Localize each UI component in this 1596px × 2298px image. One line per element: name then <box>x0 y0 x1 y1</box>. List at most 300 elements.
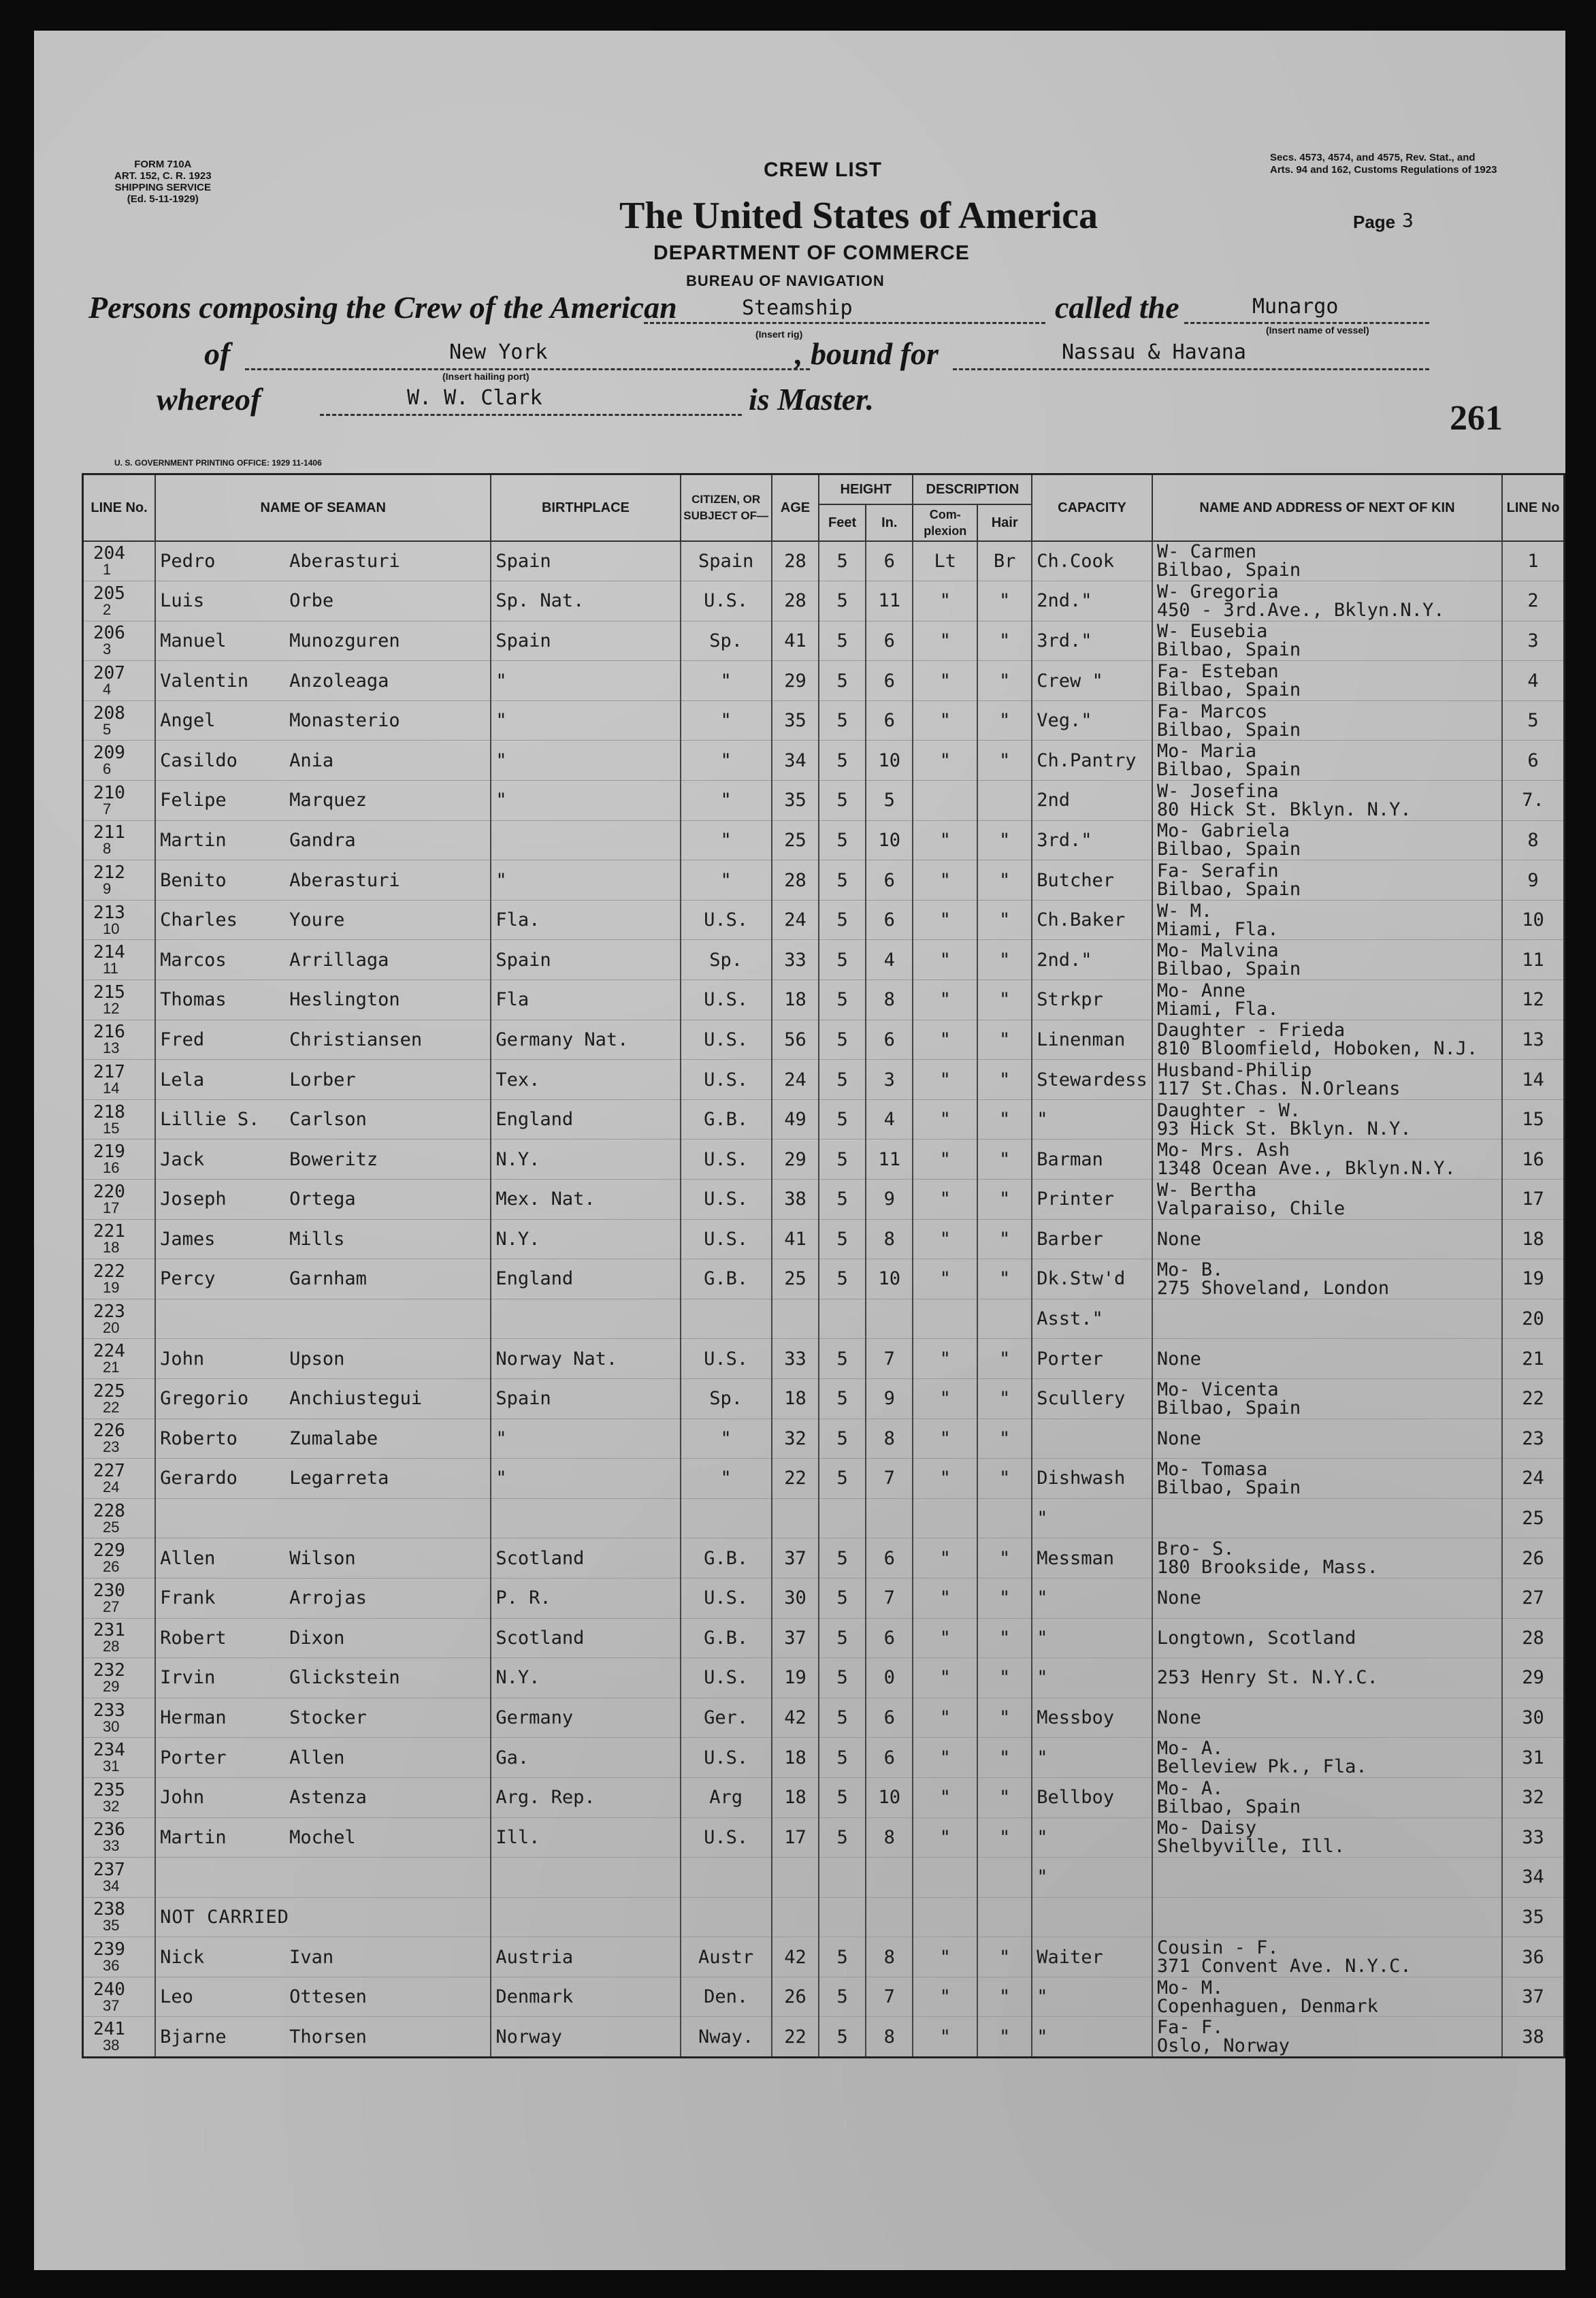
line-number-cell <box>83 741 156 781</box>
feet-cell <box>819 1698 866 1738</box>
kin-name: W- Josefina <box>1156 780 1279 802</box>
age-cell <box>772 1618 819 1658</box>
seaman-last-name: Munozguren <box>289 630 400 651</box>
printed-line-number: 9 <box>103 880 112 898</box>
hair-cell <box>977 1419 1032 1459</box>
hair: " <box>999 1268 1011 1290</box>
age-cell <box>772 1299 819 1339</box>
kin-address: 80 Hick St. Bklyn. N.Y. <box>1156 798 1412 820</box>
hair-cell <box>977 741 1032 781</box>
feet-cell <box>819 781 866 821</box>
complexion: " <box>939 1986 951 2008</box>
inches-cell <box>866 1099 913 1139</box>
birthplace: Sp. Nat. <box>495 590 585 612</box>
citizen-cell <box>681 1937 772 1977</box>
seaman-name-cell <box>155 1937 491 1977</box>
age-cell <box>772 1459 819 1499</box>
birthplace-cell <box>491 1139 680 1180</box>
line-number-right: 28 <box>1522 1627 1544 1649</box>
complexion: " <box>939 749 951 771</box>
birthplace: Spain <box>495 949 551 971</box>
birthplace: Fla <box>495 989 530 1011</box>
citizen-cell <box>681 1977 772 2017</box>
inches-cell <box>866 1897 913 1937</box>
height-inches: 9 <box>883 1388 895 1410</box>
inches-cell <box>866 1578 913 1618</box>
feet-cell <box>819 1498 866 1538</box>
hair: " <box>999 630 1011 651</box>
line-number-right-cell <box>1502 781 1564 821</box>
crew-row <box>83 1817 1565 1858</box>
complexion: " <box>939 1707 951 1729</box>
complexion-cell <box>913 1219 977 1259</box>
line-number-cell <box>83 820 156 860</box>
seaman-name-cell <box>155 1339 491 1379</box>
master-name: W. W. Clark <box>407 386 542 410</box>
seaman-last-name: Zumalabe <box>289 1427 378 1449</box>
next-of-kin-cell <box>1152 1738 1502 1778</box>
complexion: " <box>939 1228 951 1250</box>
capacity-cell <box>1032 1378 1152 1419</box>
line-number-cell <box>83 980 156 1020</box>
citizenship: " <box>720 829 732 851</box>
printed-line-number: 5 <box>103 720 112 738</box>
capacity-cell <box>1032 1060 1152 1100</box>
citizen-cell <box>681 820 772 860</box>
capacity-cell <box>1032 1858 1152 1898</box>
line-number-right-cell <box>1502 621 1564 661</box>
printed-line-number: 35 <box>103 1917 120 1935</box>
line-number-cell <box>83 1419 156 1459</box>
birthplace: England <box>495 1109 574 1131</box>
next-of-kin-cell <box>1152 1658 1502 1698</box>
citizenship: G.B. <box>704 1627 749 1649</box>
age: 24 <box>784 909 807 931</box>
line-number-cell <box>83 1498 156 1538</box>
height-feet: 5 <box>836 1427 848 1449</box>
feet-cell <box>819 1777 866 1817</box>
hair: " <box>999 1348 1011 1370</box>
height-inches: 6 <box>883 1707 895 1729</box>
header-capacity: CAPACITY <box>1032 474 1152 541</box>
header-hair: Hair <box>977 504 1032 541</box>
feet-cell <box>819 1538 866 1579</box>
printed-line-number: 33 <box>103 1837 120 1855</box>
citizenship: " <box>720 749 732 771</box>
age: 28 <box>784 590 807 612</box>
capacity: Dishwash <box>1037 1468 1126 1489</box>
hair: " <box>999 1946 1011 1968</box>
feet-cell <box>819 1738 866 1778</box>
height-feet: 5 <box>836 1707 848 1729</box>
kin-address: Bilbao, Spain <box>1156 719 1301 741</box>
hailing-port: New York <box>449 340 548 364</box>
line-number-cell <box>83 1738 156 1778</box>
next-of-kin-cell <box>1152 1219 1502 1259</box>
seaman-first-name: Robert <box>160 1627 227 1649</box>
citizen-cell <box>681 1259 772 1299</box>
age-cell <box>772 1180 819 1220</box>
height-feet: 5 <box>836 1986 848 2008</box>
line-number-right-cell <box>1502 1897 1564 1937</box>
height-inches: 6 <box>883 670 895 692</box>
next-of-kin-cell <box>1152 1139 1502 1180</box>
age-cell <box>772 581 819 621</box>
birthplace-cell <box>491 1817 680 1858</box>
complexion: " <box>939 710 951 732</box>
age-cell <box>772 1020 819 1060</box>
height-feet: 5 <box>836 1348 848 1370</box>
citizen-cell <box>681 1698 772 1738</box>
hair: " <box>999 1109 1011 1131</box>
kin-name: Daughter - W. <box>1156 1099 1301 1121</box>
inches-cell <box>866 700 913 741</box>
destination: Nassau & Havana <box>1062 340 1246 364</box>
capacity: Bellboy <box>1037 1787 1115 1809</box>
hair: " <box>999 1627 1011 1649</box>
hair-cell <box>977 1459 1032 1499</box>
complexion: " <box>939 1468 951 1489</box>
height-inches: 7 <box>883 1986 895 2008</box>
line-number-right: 21 <box>1522 1348 1544 1370</box>
hair: " <box>999 1826 1011 1848</box>
kin-name: Mo- Daisy <box>1156 1817 1257 1839</box>
inches-cell <box>866 661 913 701</box>
kin-name: None <box>1156 1348 1201 1370</box>
citizenship: Sp. <box>709 630 743 651</box>
birthplace-cell <box>491 700 680 741</box>
capacity-cell <box>1032 1738 1152 1778</box>
crew-row <box>83 1897 1565 1937</box>
line-number-right-cell <box>1502 1020 1564 1060</box>
citizenship: " <box>720 1427 732 1449</box>
seaman-first-name: Martin <box>160 829 227 851</box>
hair-cell <box>977 1618 1032 1658</box>
birthplace-cell <box>491 1339 680 1379</box>
hair: " <box>999 829 1011 851</box>
crew-row <box>83 2017 1565 2058</box>
seaman-name-cell <box>155 940 491 980</box>
height-feet: 5 <box>836 2026 848 2048</box>
birthplace-cell <box>491 1020 680 1060</box>
hair-cell <box>977 1259 1032 1299</box>
seaman-first-name: Felipe <box>160 790 227 811</box>
seaman-first-name: Thomas <box>160 989 227 1011</box>
manual-line-number: 217 <box>93 1062 125 1083</box>
age: 18 <box>784 1747 807 1768</box>
seaman-name-cell <box>155 741 491 781</box>
birthplace-cell <box>491 1858 680 1898</box>
capacity: Messman <box>1037 1547 1115 1569</box>
line-number-cell <box>83 1339 156 1379</box>
rig-caption: (Insert rig) <box>755 329 803 340</box>
height-inches: 0 <box>883 1667 895 1689</box>
capacity-cell <box>1032 661 1152 701</box>
age: 26 <box>784 1986 807 2008</box>
hair: " <box>999 670 1011 692</box>
capacity: Ch.Pantry <box>1037 749 1137 771</box>
seaman-last-name: Glickstein <box>289 1667 400 1689</box>
height-feet: 5 <box>836 710 848 732</box>
kin-address: Bilbao, Spain <box>1156 1796 1301 1817</box>
seaman-last-name: Wilson <box>289 1547 356 1569</box>
inches-cell <box>866 1219 913 1259</box>
birthplace-cell <box>491 1578 680 1618</box>
printed-line-number: 37 <box>103 1996 120 2014</box>
age-cell <box>772 781 819 821</box>
manual-line-number: 231 <box>93 1620 125 1641</box>
capacity-cell <box>1032 1538 1152 1579</box>
kin-name: 253 Henry St. N.Y.C. <box>1156 1667 1378 1689</box>
hair: " <box>999 1986 1011 2008</box>
hair: " <box>999 989 1011 1011</box>
age: 24 <box>784 1069 807 1090</box>
citizenship: U.S. <box>704 1148 749 1170</box>
inches-cell <box>866 1817 913 1858</box>
crew-row <box>83 1219 1565 1259</box>
printed-line-number: 38 <box>103 2037 120 2054</box>
citizen-cell <box>681 661 772 701</box>
seaman-first-name: Joseph <box>160 1188 227 1210</box>
citizen-cell <box>681 940 772 980</box>
printed-line-number: 26 <box>103 1558 120 1576</box>
birthplace: N.Y. <box>495 1228 540 1250</box>
line-number-cell <box>83 1777 156 1817</box>
called-the-label: called the <box>1055 290 1179 325</box>
inches-cell <box>866 741 913 781</box>
next-of-kin-cell <box>1152 781 1502 821</box>
age-cell <box>772 1219 819 1259</box>
age-cell <box>772 1378 819 1419</box>
capacity: Stewardess <box>1037 1069 1147 1090</box>
capacity-cell <box>1032 1099 1152 1139</box>
statute-line: Arts. 94 and 162, Customs Regulations of 1923 <box>1270 164 1497 176</box>
seaman-first-name: Porter <box>160 1747 227 1768</box>
line-number-right: 25 <box>1522 1508 1544 1530</box>
hair-cell <box>977 900 1032 940</box>
citizen-cell <box>681 1858 772 1898</box>
seaman-first-name: Irvin <box>160 1667 216 1689</box>
age-cell <box>772 1777 819 1817</box>
stamped-number: 261 <box>1450 399 1503 438</box>
hair-cell <box>977 1299 1032 1339</box>
feet-cell <box>819 1937 866 1977</box>
complexion: " <box>939 869 951 891</box>
kin-name: Mo- Anne <box>1156 980 1245 1001</box>
manual-line-number: 213 <box>93 902 125 923</box>
feet-cell <box>819 1817 866 1858</box>
capacity: " <box>1037 1986 1048 2008</box>
seaman-name-cell <box>155 1977 491 2017</box>
birthplace: Austria <box>495 1946 574 1968</box>
inches-cell <box>866 1020 913 1060</box>
height-feet: 5 <box>836 1826 848 1848</box>
complexion-cell <box>913 1538 977 1579</box>
seaman-first-name: Nick <box>160 1946 205 1968</box>
birthplace: Arg. Rep. <box>495 1787 596 1809</box>
age: 33 <box>784 1348 807 1370</box>
seaman-first-name: Valentin <box>160 670 249 692</box>
next-of-kin-cell <box>1152 1578 1502 1618</box>
complexion-cell <box>913 741 977 781</box>
birthplace: Mex. Nat. <box>495 1188 596 1210</box>
manual-line-number: 229 <box>93 1540 125 1561</box>
seaman-first-name: Luis <box>160 590 205 612</box>
seaman-last-name: Lorber <box>289 1069 356 1090</box>
printed-line-number: 2 <box>103 600 112 618</box>
hair-cell <box>977 1498 1032 1538</box>
inches-cell <box>866 940 913 980</box>
age-cell <box>772 1419 819 1459</box>
printed-line-number: 32 <box>103 1797 120 1815</box>
kin-name: Mo- Malvina <box>1156 940 1279 962</box>
crew-row <box>83 1139 1565 1180</box>
inches-cell <box>866 980 913 1020</box>
manual-line-number: 210 <box>93 782 125 803</box>
seaman-name-cell <box>155 1538 491 1579</box>
manual-line-number: 241 <box>93 2019 125 2040</box>
seaman-name-cell <box>155 1378 491 1419</box>
seaman-first-name: Martin <box>160 1826 227 1848</box>
kin-address: Miami, Fla. <box>1156 998 1279 1020</box>
birthplace-cell <box>491 1419 680 1459</box>
page-number: 3 <box>1402 209 1414 231</box>
inches-cell <box>866 900 913 940</box>
printed-line-number: 8 <box>103 840 112 858</box>
citizen-cell <box>681 860 772 901</box>
capacity-cell <box>1032 781 1152 821</box>
age-cell <box>772 1139 819 1180</box>
inches-cell <box>866 1060 913 1100</box>
seaman-first-name: Angel <box>160 710 216 732</box>
feet-cell <box>819 1858 866 1898</box>
printed-line-number: 21 <box>103 1359 120 1376</box>
kin-address: Shelbyville, Ill. <box>1156 1836 1346 1858</box>
age-cell <box>772 1060 819 1100</box>
kin-name: Mo- A. <box>1156 1738 1224 1760</box>
capacity: Scullery <box>1037 1388 1126 1410</box>
next-of-kin-cell <box>1152 1498 1502 1538</box>
header-description: DESCRIPTION <box>913 474 1032 504</box>
line-number-right-cell <box>1502 1777 1564 1817</box>
header-birthplace: BIRTHPLACE <box>491 474 680 541</box>
bureau-title: BUREAU OF NAVIGATION <box>686 272 885 289</box>
seaman-name-cell <box>155 661 491 701</box>
manual-line-number: 208 <box>93 702 125 724</box>
birthplace-cell <box>491 1618 680 1658</box>
crew-row <box>83 1738 1565 1778</box>
height-inches: 8 <box>883 1826 895 1848</box>
line-number-right: 27 <box>1522 1587 1544 1609</box>
seaman-last-name: Christiansen <box>289 1029 423 1050</box>
citizenship: U.S. <box>704 1747 749 1768</box>
statute-note <box>1270 152 1497 176</box>
feet-cell <box>819 2017 866 2058</box>
complexion: " <box>939 1148 951 1170</box>
height-inches: 6 <box>883 1627 895 1649</box>
crew-row <box>83 860 1565 901</box>
complexion: Lt <box>934 550 957 572</box>
feet-cell <box>819 1419 866 1459</box>
height-inches: 10 <box>878 1787 900 1809</box>
line-number-right: 34 <box>1522 1866 1544 1888</box>
line-number-right-cell <box>1502 1419 1564 1459</box>
is-master-label: is Master. <box>749 382 875 417</box>
inches-cell <box>866 2017 913 2058</box>
height-feet: 5 <box>836 1109 848 1131</box>
kin-address: Bilbao, Spain <box>1156 560 1301 581</box>
seaman-name-cell <box>155 1777 491 1817</box>
age-cell <box>772 1858 819 1898</box>
line-number-right-cell <box>1502 1060 1564 1100</box>
printed-line-number: 22 <box>103 1398 120 1416</box>
kin-address: 275 Shoveland, London <box>1156 1277 1390 1299</box>
hair: " <box>999 710 1011 732</box>
header-age: AGE <box>772 474 819 541</box>
line-number-cell <box>83 1299 156 1339</box>
line-number-right: 2 <box>1527 590 1539 612</box>
citizen-cell <box>681 1020 772 1060</box>
line-number-right-cell <box>1502 541 1564 581</box>
vessel-name: Munargo <box>1252 295 1339 319</box>
next-of-kin-cell <box>1152 661 1502 701</box>
citizen-cell <box>681 1419 772 1459</box>
kin-address: Oslo, Norway <box>1156 2035 1290 2057</box>
form-id-line: FORM 710A <box>134 159 192 170</box>
age: 29 <box>784 670 807 692</box>
complexion-cell <box>913 1777 977 1817</box>
kin-address: Valparaiso, Chile <box>1156 1197 1346 1219</box>
line-number-right: 23 <box>1522 1427 1544 1449</box>
citizenship: U.S. <box>704 590 749 612</box>
capacity-cell <box>1032 1777 1152 1817</box>
manual-line-number: 224 <box>93 1341 125 1362</box>
capacity: " <box>1037 1747 1048 1768</box>
next-of-kin-cell <box>1152 2017 1502 2058</box>
kin-name: None <box>1156 1228 1201 1250</box>
birthplace-cell <box>491 1180 680 1220</box>
line-number-right: 29 <box>1522 1667 1544 1689</box>
age: 18 <box>784 989 807 1011</box>
manual-line-number: 204 <box>93 543 125 564</box>
printed-line-number: 23 <box>103 1438 120 1456</box>
seaman-name-cell <box>155 1897 491 1937</box>
seaman-last-name: Aberasturi <box>289 550 400 572</box>
birthplace: Spain <box>495 1388 551 1410</box>
line-number-cell <box>83 1538 156 1579</box>
complexion: " <box>939 1427 951 1449</box>
line-number-right: 17 <box>1522 1188 1544 1210</box>
capacity: 3rd." <box>1037 829 1092 851</box>
complexion: " <box>939 1348 951 1370</box>
feet-cell <box>819 1897 866 1937</box>
citizenship: " <box>720 710 732 732</box>
line-number-cell <box>83 1060 156 1100</box>
line-number-right-cell <box>1502 1259 1564 1299</box>
feet-cell <box>819 1459 866 1499</box>
seaman-last-name: Stocker <box>289 1707 367 1729</box>
kin-name: W- M. <box>1156 900 1213 922</box>
complexion: " <box>939 829 951 851</box>
header-height: HEIGHT <box>819 474 913 504</box>
height-feet: 5 <box>836 1228 848 1250</box>
age: 25 <box>784 829 807 851</box>
feet-cell <box>819 581 866 621</box>
manual-line-number: 240 <box>93 1979 125 2000</box>
capacity-cell <box>1032 940 1152 980</box>
height-inches: 10 <box>878 829 900 851</box>
age: 37 <box>784 1627 807 1649</box>
